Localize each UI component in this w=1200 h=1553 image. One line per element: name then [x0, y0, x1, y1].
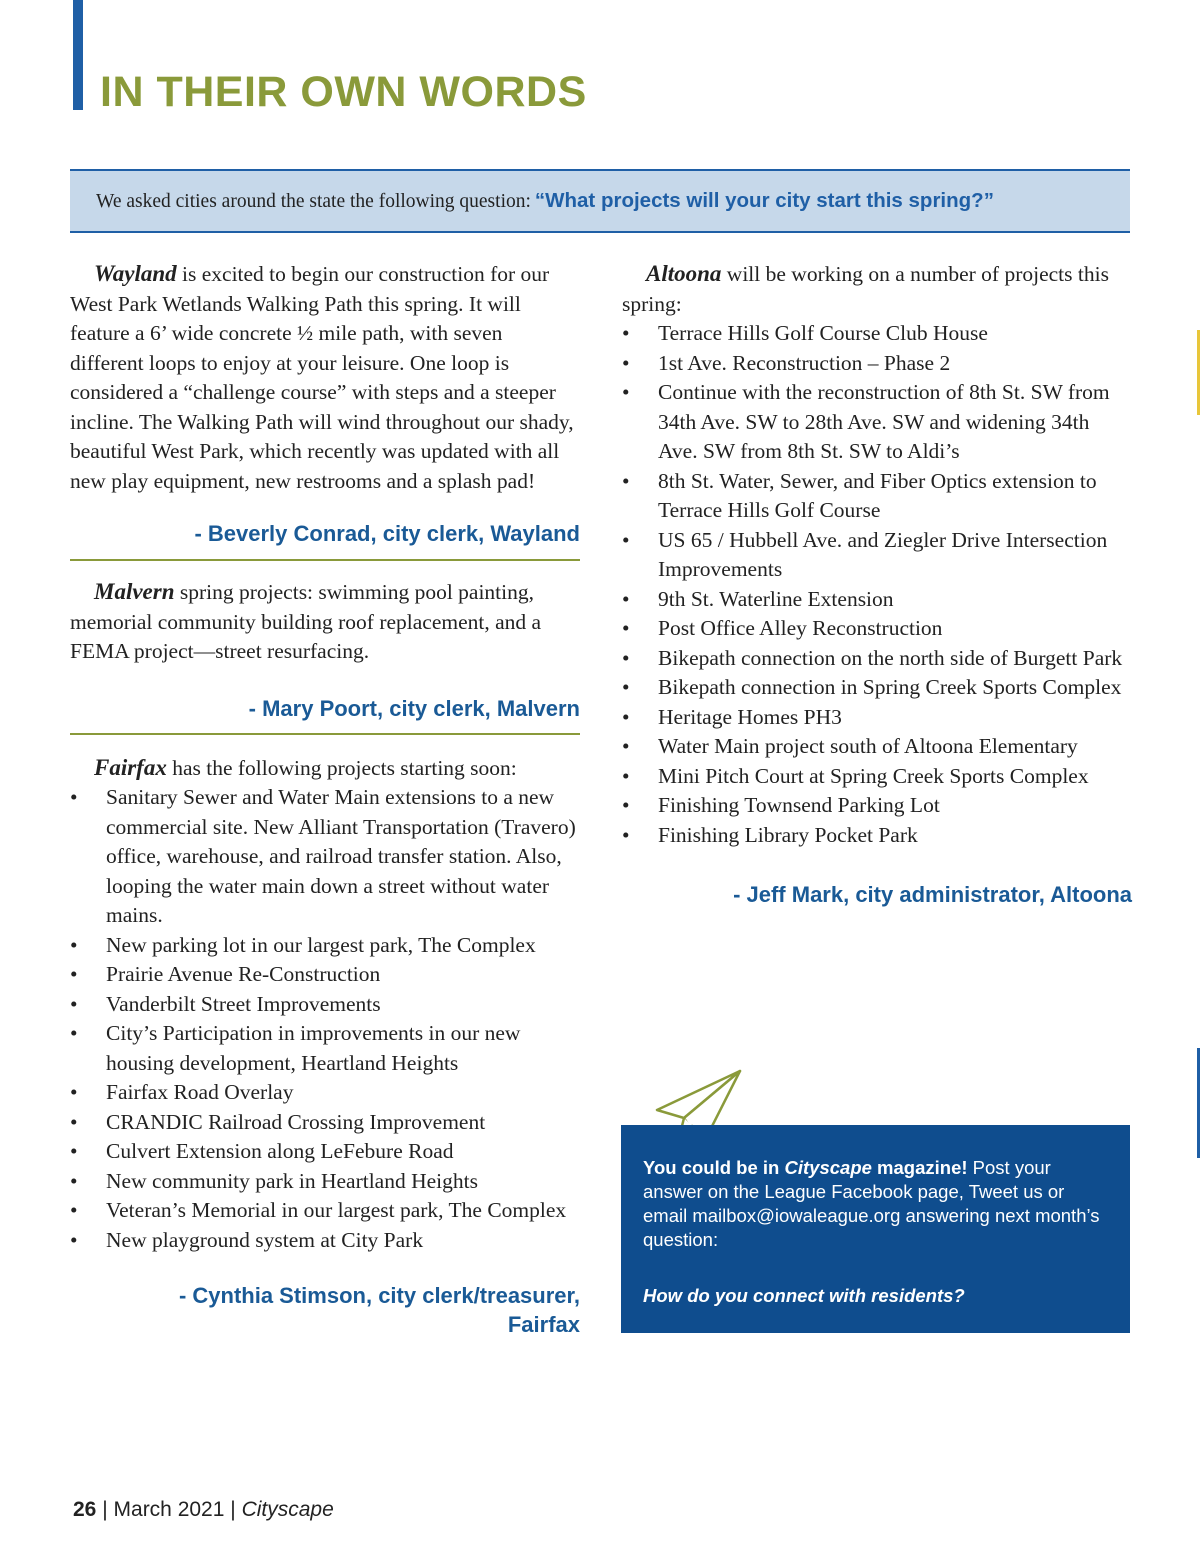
list-item: • 9th St. Waterline Extension [622, 585, 1132, 615]
list-item: • CRANDIC Railroad Crossing Improvement [70, 1108, 580, 1138]
divider-wayland [70, 559, 580, 561]
list-item: • Fairfax Road Overlay [70, 1078, 580, 1108]
promo-magazine: Cityscape [784, 1157, 872, 1178]
question-intro: We asked cities around the state the following question: [96, 191, 531, 212]
right-column [622, 259, 1132, 909]
issue-date: March 2021 [113, 1498, 225, 1521]
list-item: • Culvert Extension along LeFebure Road [70, 1137, 580, 1167]
list-item: • New playground system at City Park [70, 1226, 580, 1256]
fairfax-city-name: Fairfax [94, 754, 167, 780]
question-banner [70, 169, 1130, 233]
altoona-response [622, 259, 1132, 319]
malvern-city-name: Malvern [94, 579, 175, 604]
list-item: • Veteran’s Memorial in our largest park, The Complex [70, 1196, 580, 1226]
fairfax-project-list [70, 783, 580, 1255]
list-item: • Bikepath connection on the north side of Burgett Park [622, 644, 1132, 674]
list-item: • Finishing Townsend Parking Lot [622, 791, 1132, 821]
list-item: • Bikepath connection in Spring Creek Sports Complex [622, 673, 1132, 703]
promo-text [643, 1156, 1108, 1252]
promo-lead: You could be in [643, 1157, 780, 1178]
fairfax-body: has the following projects starting soon: [172, 755, 517, 780]
list-item: • Vanderbilt Street Improvements [70, 990, 580, 1020]
wayland-response [70, 259, 580, 496]
promo-lead-end: magazine! [877, 1157, 968, 1178]
list-item: • 8th St. Water, Sewer, and Fiber Optics extension to Terrace Hills Golf Course [622, 467, 1132, 526]
list-item: • New parking lot in our largest park, The Complex [70, 931, 580, 961]
list-item: • Post Office Alley Reconstruction [622, 614, 1132, 644]
question-text: “What projects will your city start this spring?” [534, 189, 994, 212]
wayland-body: is excited to begin our construction for our West Park Wetlands Walking Path this spring. It will feature a 6’ wide concrete ½ mile path, with seven different loops to enjoy at your leisure. One loop is considered a “challenge course” with steps and a steeper incline. The Walking Path will wind throughout our shady, beautiful West Park, which recently was updated with all new play equipment, new restrooms and a splash pad! [70, 262, 574, 493]
list-item: • Mini Pitch Court at Spring Creek Sports Complex [622, 762, 1132, 792]
altoona-body: will be working on a number of projects this spring: [622, 262, 1109, 316]
list-item: • Prairie Avenue Re-Construction [70, 960, 580, 990]
left-column [70, 259, 580, 1339]
fairfax-attribution-line1: - Cynthia Stimson, city clerk/treasurer, [178, 1283, 580, 1308]
wayland-city-name: Wayland [94, 261, 177, 286]
footer-separator: | [102, 1498, 108, 1521]
promo-box [621, 1125, 1130, 1333]
list-item: • 1st Ave. Reconstruction – Phase 2 [622, 349, 1132, 379]
fairfax-attribution-line2: Fairfax [507, 1312, 580, 1337]
list-item: • Sanitary Sewer and Water Main extensions to a new commercial site. New Alliant Transportation (Travero) office, warehouse, and railroad transfer station. Also, looping the water main down a street without water mains. [70, 783, 580, 931]
page-footer [73, 1498, 334, 1522]
page-title: IN THEIR OWN WORDS [100, 68, 587, 116]
footer-separator: | [230, 1498, 236, 1521]
list-item: • Heritage Homes PH3 [622, 703, 1132, 733]
list-item: • Finishing Library Pocket Park [622, 821, 1132, 851]
malvern-response [70, 577, 580, 667]
title-accent-bar [73, 0, 83, 110]
malvern-attribution: - Mary Poort, city clerk, Malvern [248, 695, 580, 721]
promo-question: How do you connect with residents? [643, 1285, 965, 1306]
publication-name: Cityscape [241, 1498, 334, 1521]
list-item: • Continue with the reconstruction of 8th St. SW from 34th Ave. SW to 28th Ave. SW and widening 34th Ave. SW from 8th St. SW to Aldi’s [622, 378, 1132, 467]
list-item: • City’s Participation in improvements in our new housing development, Heartland Heights [70, 1019, 580, 1078]
page-number: 26 [73, 1498, 97, 1521]
list-item: • US 65 / Hubbell Ave. and Ziegler Drive Intersection Improvements [622, 526, 1132, 585]
fairfax-attribution [70, 1281, 580, 1339]
list-item: • New community park in Heartland Heights [70, 1167, 580, 1197]
fairfax-response [70, 753, 580, 784]
altoona-attribution: - Jeff Mark, city administrator, Altoona [733, 882, 1132, 907]
divider-malvern [70, 733, 580, 735]
list-item: • Terrace Hills Golf Course Club House [622, 319, 1132, 349]
wayland-attribution: - Beverly Conrad, city clerk, Wayland [194, 521, 580, 546]
promo-body: Post your answer on the League Facebook page, Tweet us or email mailbox@iowaleague.org answering next month’s question: [643, 1157, 1100, 1250]
list-item: • Water Main project south of Altoona Elementary [622, 732, 1132, 762]
altoona-project-list [622, 319, 1132, 850]
malvern-body: spring projects: swimming pool painting, memorial community building roof replacement, and a FEMA project—street resurfacing. [70, 580, 542, 663]
altoona-city-name: Altoona [646, 261, 722, 286]
